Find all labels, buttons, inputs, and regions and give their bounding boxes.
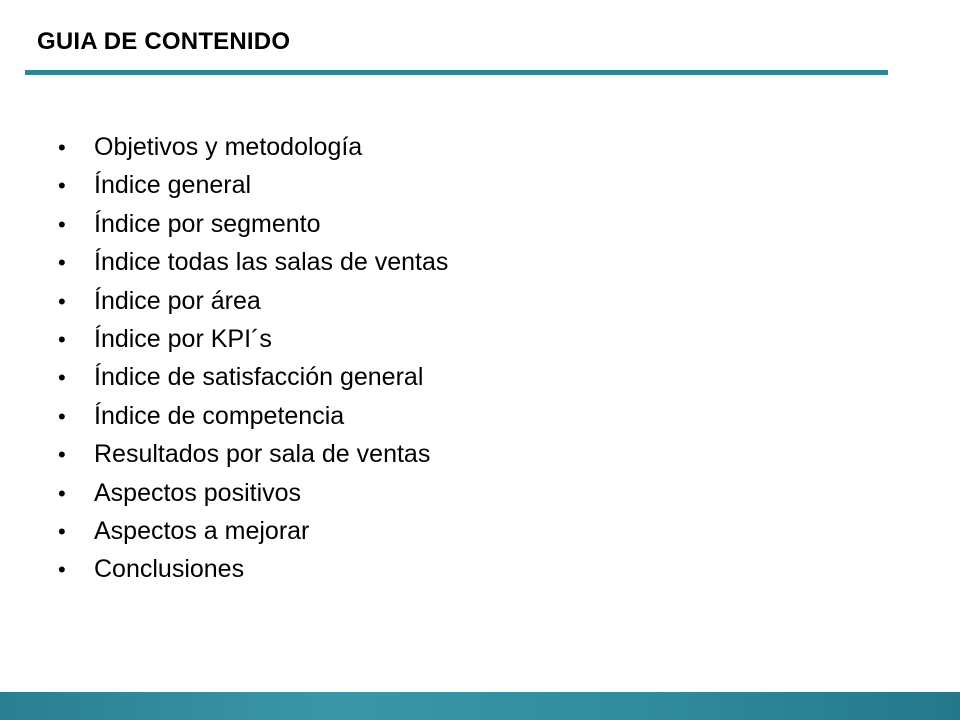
bullet-icon: • (58, 250, 66, 276)
title-underline (25, 70, 888, 75)
agenda-item (58, 358, 448, 396)
agenda-item-label: Aspectos positivos (94, 478, 302, 507)
agenda-item (58, 166, 448, 204)
agenda-item-label: Conclusiones (94, 555, 245, 584)
agenda-item-label: Índice por área (94, 286, 261, 315)
agenda-item-label: Índice de competencia (94, 401, 345, 430)
footer-band (0, 692, 960, 720)
bullet-icon: • (58, 135, 66, 160)
agenda-item-label: Índice por segmento (94, 209, 321, 238)
agenda-item (58, 397, 448, 435)
bullet-icon: • (58, 211, 66, 237)
bullet-icon: • (58, 365, 66, 391)
agenda-item (58, 435, 448, 473)
agenda-item-label: Índice general (94, 171, 252, 200)
bullet-icon: • (58, 442, 66, 468)
agenda-item-label: Índice por KPI´s (94, 324, 272, 353)
agenda-item (58, 474, 448, 512)
agenda-item (58, 282, 448, 320)
agenda-item (58, 512, 448, 550)
agenda-item-label: Resultados por sala de ventas (94, 440, 431, 469)
agenda-item (58, 243, 448, 281)
bullet-icon: • (58, 403, 66, 429)
agenda-item (58, 205, 448, 243)
bullet-icon: • (58, 288, 66, 314)
bullet-icon: • (58, 173, 66, 199)
agenda-item-label: Índice todas las salas de ventas (94, 248, 449, 277)
bullet-icon: • (58, 518, 66, 544)
agenda-item (58, 320, 448, 358)
agenda-item-label: Aspectos a mejorar (94, 516, 310, 545)
agenda-item (58, 128, 448, 166)
bullet-icon: • (58, 480, 66, 506)
agenda-list (58, 128, 448, 589)
agenda-item (58, 550, 448, 588)
agenda-item-label: Objetivos y metodología (94, 133, 363, 161)
slide-title: GUIA DE CONTENIDO (37, 28, 291, 55)
bullet-icon: • (58, 326, 66, 352)
bullet-icon: • (58, 557, 66, 583)
agenda-item-label: Índice de satisfacción general (94, 363, 424, 392)
